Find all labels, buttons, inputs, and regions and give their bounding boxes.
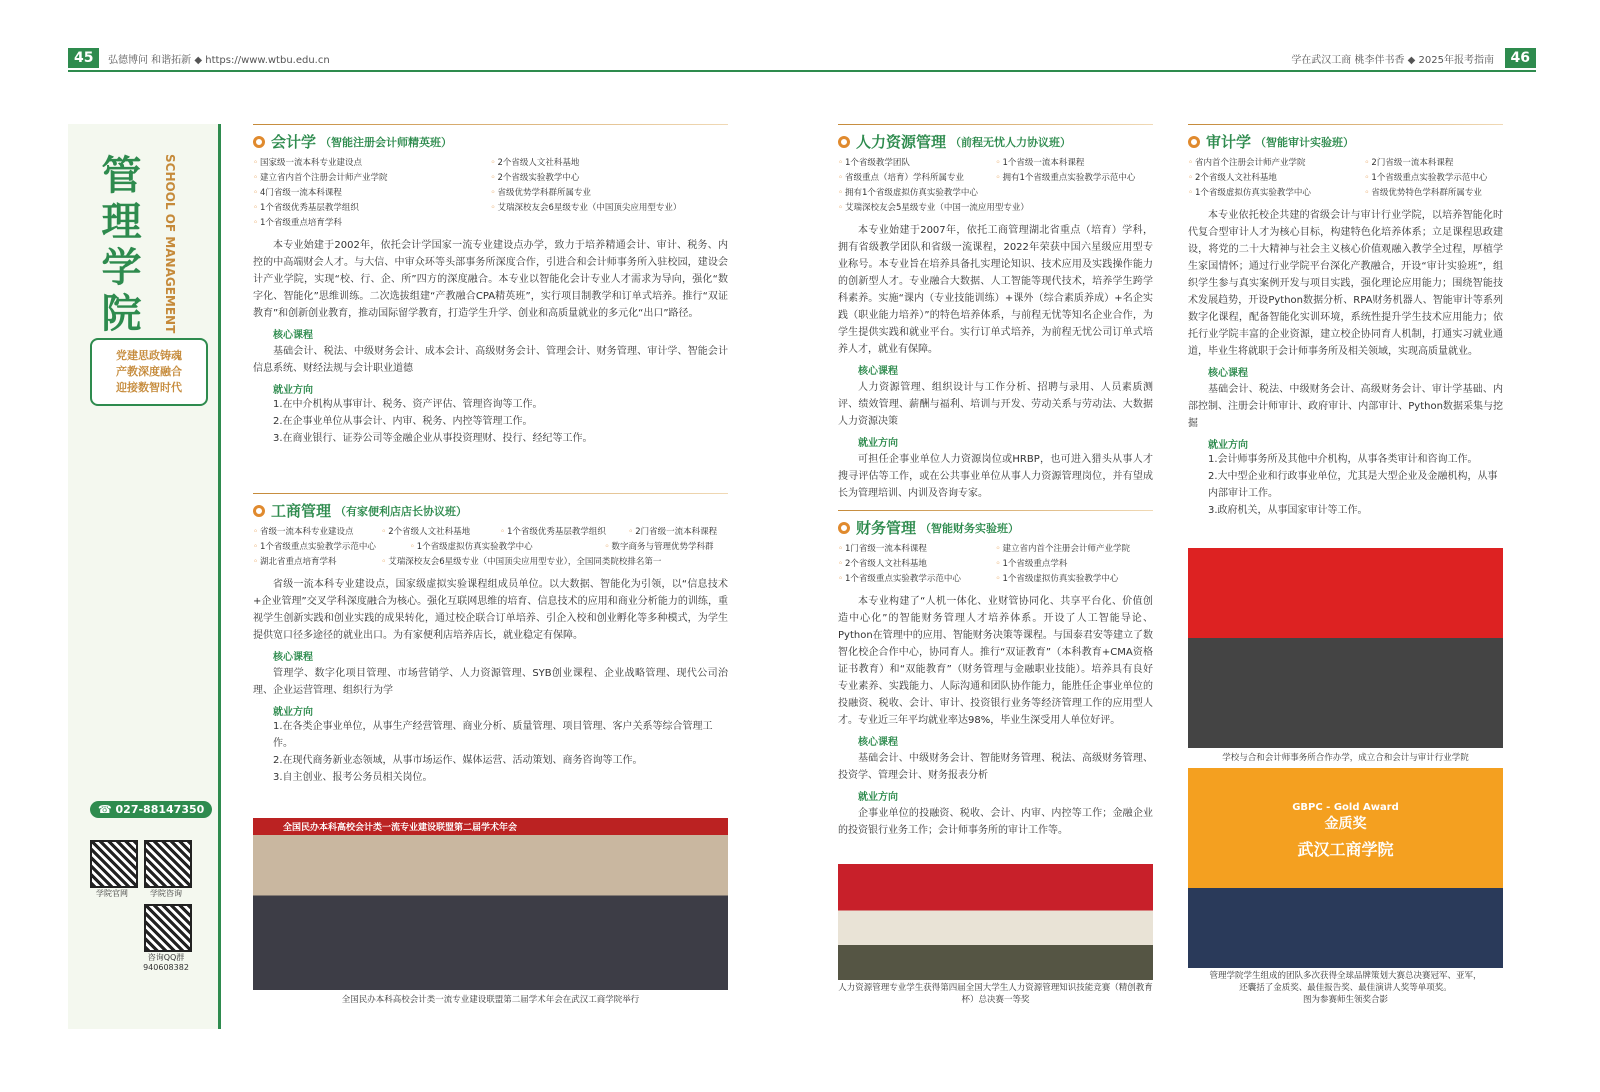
job-heading: 就业方向 xyxy=(858,792,898,803)
job-item: 2.大中型企业和行政事业单位，尤其是大型企业及金融机构，从事内部审计工作。 xyxy=(1208,471,1498,499)
job-item: 2.在现代商务新业态领域，从事市场运作、媒体运营、活动策划、商务咨询等工作。 xyxy=(273,755,643,766)
core-heading: 核心课程 xyxy=(273,330,313,341)
bullet-icon xyxy=(1188,136,1200,148)
photo-conference xyxy=(253,818,728,990)
section-audit xyxy=(1188,124,1503,519)
slogan-box xyxy=(90,338,208,406)
section-title: 审计学 xyxy=(1206,133,1252,151)
job-item: 1.会计师事务所及其他中介机构，从事各类审计和咨询工作。 xyxy=(1208,454,1478,465)
photo-signing-ceremony xyxy=(1188,548,1503,748)
tag: ◦ 1个省级一流本科课程 xyxy=(996,156,1154,171)
job-heading: 就业方向 xyxy=(858,438,898,449)
tag: ◦ 省级优势特色学科群所属专业 xyxy=(1364,186,1503,201)
tag: ◦ 建立省内首个注册会计师产业学院 xyxy=(253,171,491,186)
slogan-line: 迎接数智时代 xyxy=(116,381,182,394)
job-item: 3.政府机关，从事国家审计等工作。 xyxy=(1208,505,1368,516)
core-heading: 核心课程 xyxy=(858,737,898,748)
award-title-en: GBPC - Gold Award xyxy=(1292,802,1399,813)
tag: ◦ 1个省级优秀基层教学组织 xyxy=(500,525,628,540)
tag: ◦ 2个省级实验教学中心 xyxy=(491,171,729,186)
section-intro: 本专业始建于2002年，依托会计学国家一流专业建设点办学，致力于培养精通会计、审计、税务、内控的中高端财会人才。与大信、中审众环等头部事务所深度合作，引进合和会计师事务所入驻校园，建设会计产业学院，实现“校、行、企、所”四方的深度融合。本专业以智能化会计专业人才需求为导向，强化“数字化、智能化”思维训练。二次选拔组建“产教融合CPA精英班”，实行项目制教学和订单式培养。推行“双证教育”和创新创业教育，推动国际留学教育，打造学生升学、创业和高质量就业的多元化“出口”路径。 xyxy=(253,240,728,319)
core-courses: 管理学、数字化项目管理、市场营销学、人力资源管理、SYB创业课程、企业战略管理、现代公司治理、企业运营管理、组织行为学 xyxy=(253,668,728,696)
caption-line: 图为参赛师生领奖合影 xyxy=(1302,995,1388,1005)
job-text: 企事业单位的投融资、税收、会计、内审、内控等工作；金融企业的投资银行业务工作；会计师事务所的审计工作等。 xyxy=(838,808,1153,836)
tag: ◦ 拥有1个省级虚拟仿真实验教学中心 xyxy=(838,186,1153,201)
tag: ◦ 湖北省重点培育学科 xyxy=(253,555,381,570)
qr-label: 咨询QQ群 940608382 xyxy=(143,953,189,972)
tag: ◦ 建立省内首个注册会计师产业学院 xyxy=(996,542,1154,557)
photo-hr-award xyxy=(838,864,1153,980)
tag: ◦ 省内首个注册会计师产业学院 xyxy=(1188,156,1364,171)
page-header xyxy=(68,48,1536,72)
section-accounting xyxy=(253,124,728,447)
tag: ◦ 1个省级重点实验教学示范中心 xyxy=(1364,171,1503,186)
tag: ◦ 2个省级人文社科基地 xyxy=(1188,171,1364,186)
job-item: 1.在各类企事业单位，从事生产经营管理、商业分析、质量管理、项目管理、客户关系等综合管理工作。 xyxy=(273,721,713,749)
photo-banner: 全国民办本科高校会计类一流专业建设联盟第二届学术年会 xyxy=(283,823,518,833)
award-title-cn: 金质奖 xyxy=(1324,816,1367,832)
job-item: 2.在企事业单位从事会计、内审、税务、内控等管理工作。 xyxy=(273,416,533,427)
section-finance xyxy=(838,510,1153,839)
school-name-cn: 管理学院 xyxy=(95,154,142,338)
core-courses: 基础会计、税法、中级财务会计、成本会计、高级财务会计、管理会计、财务管理、审计学、智能会计信息系统、财经法规与会计职业道德 xyxy=(253,346,728,374)
section-title: 人力资源管理 xyxy=(856,133,947,151)
core-heading: 核心课程 xyxy=(273,652,313,663)
photo-brand-competition xyxy=(1188,768,1503,968)
phone-number[interactable]: ☎ 027-88147350 xyxy=(90,801,212,818)
section-intro: 本专业始建于2007年，依托工商管理湖北省重点（培育）学科，拥有省级教学团队和省级一流课程，2022年荣获中国六星级应用型专业称号。本专业旨在培养具备扎实理论知识、技术应用及实践操作能力的创新型人才。专业融合大数据、人工智能等现代技术，培养学生跨学科素养。实施“课内（专业技能训练）+课外（综合素质养成）+名企实践（职业能力培养）”的特色培养体系，与前程无忧等知名企业合作，为学生提供实践和就业平台。实行订单式培养，为前程无忧公司订单式培养人才，就业有保障。 xyxy=(838,225,1153,355)
award-school: 武汉工商学院 xyxy=(1297,840,1394,859)
tag: ◦ 2个省级人文社科基地 xyxy=(491,156,729,171)
caption-line: 还囊括了金质奖、最佳报告奖、最佳演讲人奖等单项奖。 xyxy=(1239,983,1452,993)
core-courses: 基础会计、中级财务会计、智能财务管理、税法、高级财务管理、投资学、管理会计、财务报表分析 xyxy=(838,753,1153,781)
section-title: 工商管理 xyxy=(271,502,332,520)
photo-caption: 全国民办本科高校会计类一流专业建设联盟第二届学术年会在武汉工商学院举行 xyxy=(341,995,640,1005)
bullet-icon xyxy=(838,522,850,534)
tag: ◦ 拥有1个省级重点实验教学示范中心 xyxy=(996,171,1154,186)
school-side-panel xyxy=(68,124,221,1029)
tag: ◦ 艾瑞深校友会5星级专业（中国一流应用型专业） xyxy=(838,201,1153,216)
section-title: 财务管理 xyxy=(856,519,917,537)
header-right-text: 学在武汉工商 桃李伴书香 ◆ 2025年报考指南 xyxy=(1291,55,1494,66)
core-courses: 人力资源管理、组织设计与工作分析、招聘与录用、人员素质测评、绩效管理、薪酬与福利、培训与开发、劳动关系与劳动法、大数据人力资源决策 xyxy=(838,382,1153,427)
tag: ◦ 1门省级一流本科课程 xyxy=(838,542,996,557)
section-hr xyxy=(838,124,1153,502)
tag: ◦ 1个省级虚拟仿真实验教学中心 xyxy=(410,540,605,555)
tag: ◦ 4门省级一流本科课程 xyxy=(253,186,491,201)
slogan-line: 产教深度融合 xyxy=(116,365,182,378)
job-heading: 就业方向 xyxy=(273,707,313,718)
bullet-icon xyxy=(253,505,265,517)
tag: ◦ 2个省级人文社科基地 xyxy=(838,557,996,572)
caption-line: 管理学院学生组成的团队多次获得全球品牌策划大赛总决赛冠军、亚军， xyxy=(1209,971,1482,981)
qr-code-qq[interactable] xyxy=(144,904,192,952)
bullet-icon xyxy=(838,136,850,148)
section-subtitle: （有家便利店店长协议班） xyxy=(335,504,468,518)
job-heading: 就业方向 xyxy=(1208,440,1248,451)
tag: ◦ 1个省级教学团队 xyxy=(838,156,996,171)
section-subtitle: （智能注册会计师精英班） xyxy=(320,135,453,149)
tag: ◦ 数字商务与管理优势学科群 xyxy=(605,540,729,555)
bullet-icon xyxy=(253,136,265,148)
tag: ◦ 艾瑞深校友会6星级专业（中国顶尖应用型专业） xyxy=(491,201,729,216)
section-title: 会计学 xyxy=(271,133,317,151)
section-intro: 本专业依托校企共建的省级会计与审计行业学院，以培养智能化时代复合型审计人才为核心目标，构建特色化培养体系；立足课程思政建设，将党的二十大精神与社会主义核心价值观融入教学全过程，厚植学生家国情怀；通过行业学院平台深化产教融合，开设“审计实验班”，组织学生参与真实案例开发与项目实践，强化理论应用能力；围绕智能技术发展趋势，开设Python数据分析、RPA财务机器人、智能审计等系列数字化课程，配备智能化实训环境，系统性提升学生技术应用能力；依托行业学院丰富的企业资源，建立校企协同育人机制，打通实习就业通道，毕业生将就职于会计师事务所及相关领域，实现高质量就业。 xyxy=(1188,210,1503,357)
tag: ◦ 艾瑞深校友会6星级专业（中国顶尖应用型专业），全国同类院校排名第一 xyxy=(381,555,728,570)
tag: ◦ 2个省级人文社科基地 xyxy=(381,525,500,540)
tag: ◦ 省级重点（培育）学科所属专业 xyxy=(838,171,996,186)
qr-code-website[interactable] xyxy=(90,840,138,888)
tag: ◦ 国家级一流本科专业建设点 xyxy=(253,156,491,171)
photo-caption xyxy=(1188,970,1503,1006)
photo-caption: 人力资源管理专业学生获得第四届全国大学生人力资源管理知识技能竞赛（精创教育杯）总决赛一等奖 xyxy=(838,983,1153,1005)
tag: ◦ 2门省级一流本科课程 xyxy=(1364,156,1503,171)
tag: ◦ 1个省级虚拟仿真实验教学中心 xyxy=(996,572,1154,587)
core-heading: 核心课程 xyxy=(858,366,898,377)
job-item: 3.在商业银行、证券公司等金融企业从事投资理财、投行、经纪等工作。 xyxy=(273,433,593,444)
section-intro: 本专业构建了“人机一体化、业财管协同化、共享平台化、价值创造中心化”的智能财务管理人才培养体系。开设了人工智能导论、Python在管理中的应用、智能财务决策等课程。与国泰君安等建立了数智化校企合作中心，协同育人。推行“双证教育”（本科教育+CMA资格证书教育）和“双能教育”（财务管理与金融职业技能）。培养具有良好专业素养、实践能力、人际沟通和团队协作能力，能胜任企事业单位的投融资、税收、会计、审计、投资银行业务等经济管理工作的应用型人才。专业近三年平均就业率达98%，毕业生深受用人单位好评。 xyxy=(838,596,1153,726)
section-subtitle: （智能财务实验班） xyxy=(920,521,1020,535)
tag: ◦ 1个省级重点实验教学示范中心 xyxy=(838,572,996,587)
page-number-right: 46 xyxy=(1505,48,1536,68)
core-courses: 基础会计、税法、中级财务会计、高级财务会计、审计学基础、内部控制、注册会计师审计、政府审计、内部审计、Python数据采集与挖掘 xyxy=(1188,384,1503,429)
qr-code-consult[interactable] xyxy=(144,840,192,888)
job-item: 3.自主创业、报考公务员相关岗位。 xyxy=(273,772,433,783)
tag: ◦ 1个省级重点培育学科 xyxy=(253,216,728,231)
header-left-text: 弘德博问 和谐拓新 ◆ https://www.wtbu.edu.cn xyxy=(108,55,330,66)
tag: ◦ 1个省级重点实验教学示范中心 xyxy=(253,540,410,555)
qr-label: 学院咨询 xyxy=(150,889,182,898)
core-heading: 核心课程 xyxy=(1208,368,1248,379)
qr-label: 学院官网 xyxy=(96,889,128,898)
tag: ◦ 省级一流本科专业建设点 xyxy=(253,525,381,540)
tag: ◦ 1个省级重点学科 xyxy=(996,557,1154,572)
school-name-en: SCHOOL OF MANAGEMENT xyxy=(163,154,177,334)
tag: ◦ 省级优势学科群所属专业 xyxy=(491,186,729,201)
page-number-left: 45 xyxy=(68,48,99,68)
photo-caption: 学校与合和会计师事务所合作办学，成立合和会计与审计行业学院 xyxy=(1222,753,1469,763)
phone-text: 027-88147350 xyxy=(115,803,205,816)
section-intro: 省级一流本科专业建设点，国家级虚拟实验课程组成员单位。以大数据、智能化为引领，以“信息技术+企业管理”交叉学科深度融合为核心。强化互联网思维的培育、信息技术的应用和商业分析能力的训练，重视学生创新实践和创业实践的成果转化，通过校企联合订单培养、引企入校和创业孵化等多种模式，为学生提供宽口径多途径的就业出口。为有家便利店培养店长，就业稳定有保障。 xyxy=(253,579,728,641)
job-item: 1.在中介机构从事审计、税务、资产评估、管理咨询等工作。 xyxy=(273,399,543,410)
job-heading: 就业方向 xyxy=(273,385,313,396)
tag: ◦ 1个省级虚拟仿真实验教学中心 xyxy=(1188,186,1364,201)
section-subtitle: （智能审计实验班） xyxy=(1255,135,1355,149)
job-text: 可担任企事业单位人力资源岗位或HRBP，也可进入猎头从事人才搜寻评估等工作，或在公共事业单位从事人力资源管理岗位，并有望成长为管理培训、内训及咨询专家。 xyxy=(838,454,1153,499)
section-business xyxy=(253,493,728,786)
tag: ◦ 1个省级优秀基层教学组织 xyxy=(253,201,491,216)
slogan-line: 党建思政铸魂 xyxy=(116,349,182,362)
tag: ◦ 2门省级一流本科课程 xyxy=(628,525,728,540)
section-subtitle: （前程无忧人力协议班） xyxy=(950,135,1072,149)
